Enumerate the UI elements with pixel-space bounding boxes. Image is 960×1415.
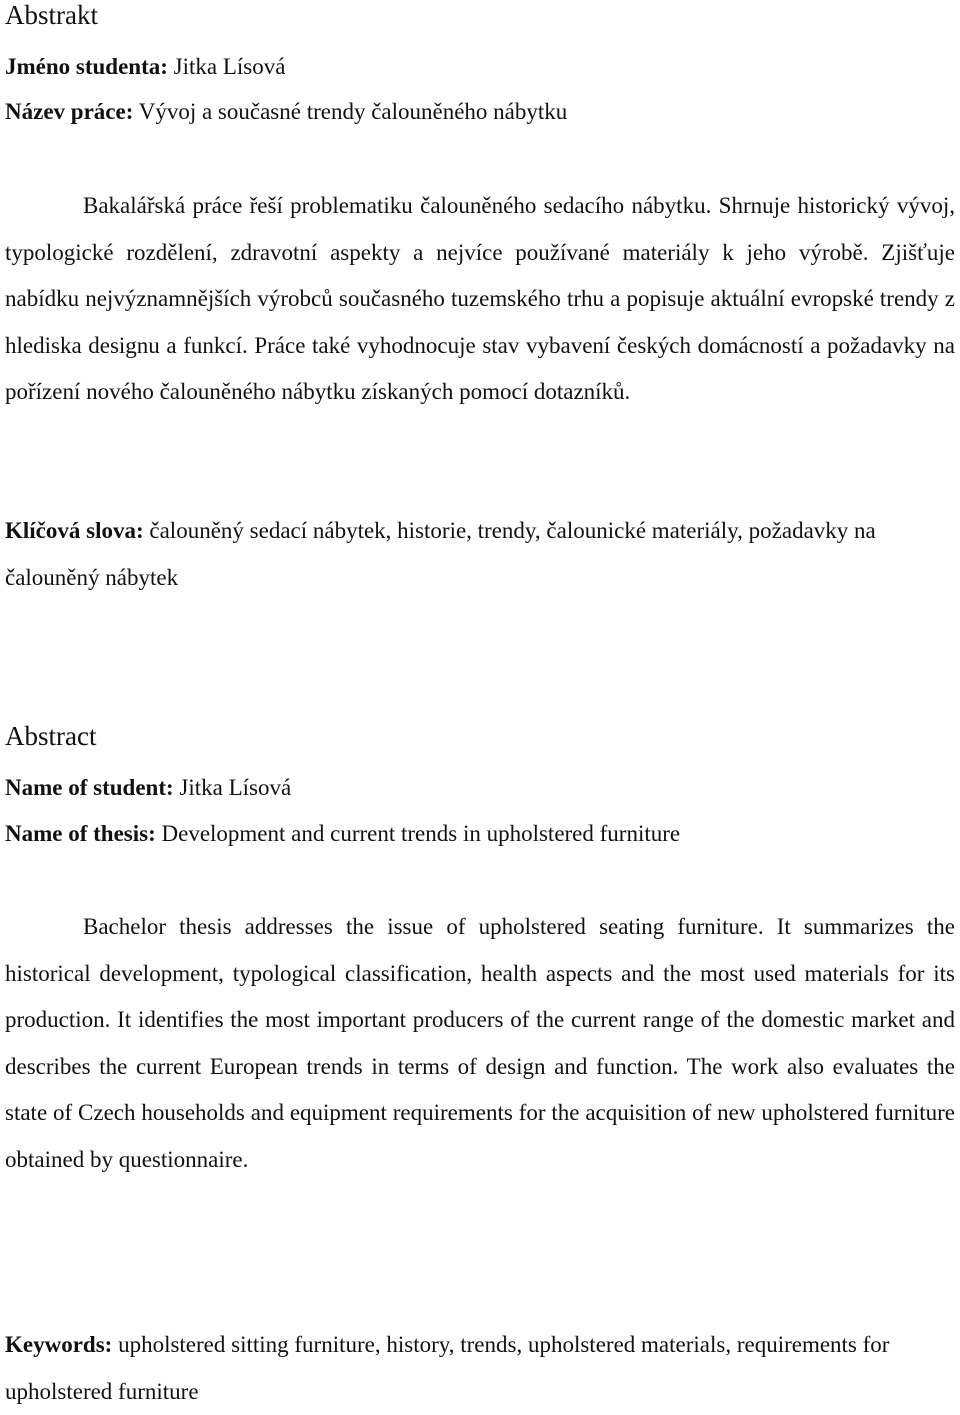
english-student-line <box>5 773 291 803</box>
english-title-line <box>5 819 680 849</box>
czech-student-label: Jméno studenta: <box>5 54 168 79</box>
english-keywords <box>5 1322 955 1415</box>
english-keywords-label: Keywords: <box>5 1332 113 1357</box>
czech-keywords-label: Klíčová slova: <box>5 518 144 543</box>
czech-title-value: Vývoj a současné trendy čalouněného nábytku <box>138 99 568 124</box>
czech-keywords-value: čalouněný sedací nábytek, historie, trendy, čalounické materiály, požadavky na čalouněný nábytek <box>5 518 876 590</box>
english-title-value: Development and current trends in upholstered furniture <box>161 821 681 846</box>
english-student-label: Name of student: <box>5 775 174 800</box>
english-keywords-value: upholstered sitting furniture, history, trends, upholstered materials, requirements for upholstered furniture <box>5 1332 890 1404</box>
english-title-label: Name of thesis: <box>5 821 156 846</box>
czech-title-label: Název práce: <box>5 99 134 124</box>
czech-abstract-heading: Abstrakt <box>5 0 98 30</box>
english-abstract-body: Bachelor thesis addresses the issue of upholstered seating furniture. It summarizes the historical development, typological classification, health aspects and the most used materials for its production. It identifies the most important producers of the current range of the domestic market and describes the current European trends in terms of design and function. The work also evaluates the state of Czech households and equipment requirements for the acquisition of new upholstered furniture obtained by questionnaire. <box>5 914 955 1172</box>
czech-keywords <box>5 508 955 601</box>
czech-title-line <box>5 97 567 127</box>
czech-abstract-body: Bakalářská práce řeší problematiku čalouněného sedacího nábytku. Shrnuje historický vývoj, typologické rozdělení, zdravotní aspekty a nejvíce používané materiály k jeho výrobě. Zjišťuje nabídku nejvýznamnějších výrobců současného tuzemského trhu a popisuje aktuální evropské trendy z hlediska designu a funkcí. Práce také vyhodnocuje stav vybavení českých domácností a požadavky na pořízení nového čalouněného nábytku získaných pomocí dotazníků. <box>5 193 955 404</box>
english-abstract-heading: Abstract <box>5 721 97 751</box>
czech-student-line <box>5 52 285 82</box>
english-student-value: Jitka Lísová <box>179 775 292 800</box>
czech-student-value: Jitka Lísová <box>173 54 286 79</box>
